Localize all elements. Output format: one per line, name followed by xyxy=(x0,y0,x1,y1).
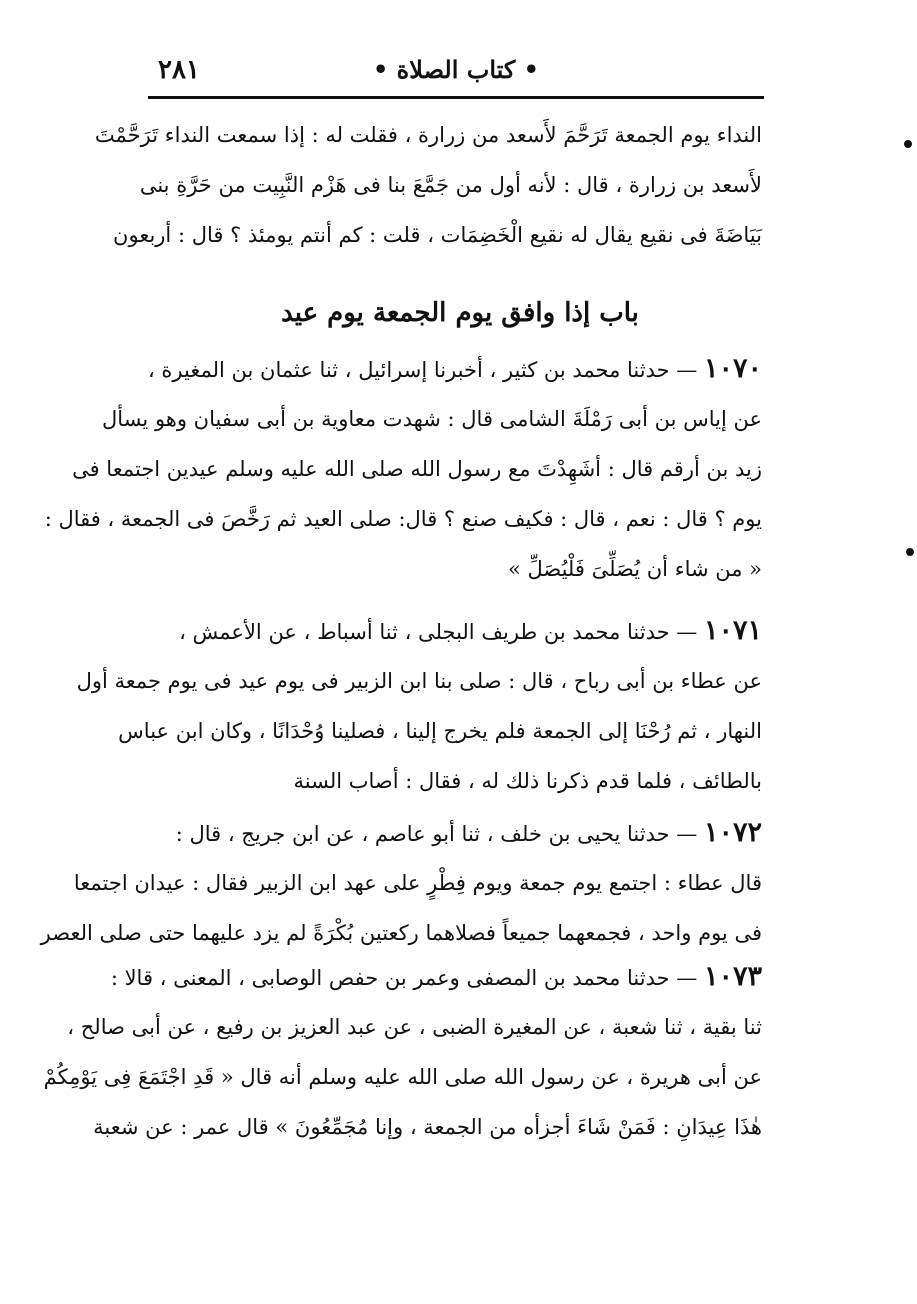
hadith-number: ١٠٧١ xyxy=(703,615,762,646)
text-line: فى يوم واحد ، فجمعهما جميعاً فصلاهما ركعتين بُكْرَةً لم يزد عليهما حتى صلى العصر xyxy=(40,921,762,945)
hadith-number: ١٠٧٣ xyxy=(703,961,762,992)
text-line: « من شاء أن يُصَلِّىَ فَلْيُصَلِّ » xyxy=(507,557,762,581)
hadith-line-text: — حدثنا يحيى بن خلف ، ثنا أبو عاصم ، عن ابن جريج ، قال : xyxy=(175,822,698,846)
text-line: هٰذَا عِيدَانِ : فَمَنْ شَاءَ أجزأه من الجمعة ، وإنا مُجَمِّعُونَ » قال عمر : عن شعبة xyxy=(93,1115,762,1139)
text-line: بَيَاضَةَ فى نقيع يقال له نقيع الْخَضِمَات ، قلت : كم أنتم يومئذ ؟ قال : أربعون xyxy=(113,223,762,247)
text-line: النهار ، ثم رُحْنَا إلى الجمعة فلم يخرج إلينا ، فصلينا وُحْدَانًا ، وكان ابن عباس xyxy=(118,719,762,743)
text-line: النداء يوم الجمعة تَرَحَّمَ لأَسعد من زرارة ، فقلت له : إذا سمعت النداء تَرَحَّمْتَ xyxy=(94,123,762,147)
hadith-1070 xyxy=(44,344,762,594)
text-line: زيد بن أرقم قال : أشَهِدْتَ مع رسول الله صلى الله عليه وسلم عيدين اجتمعا فى xyxy=(72,457,762,481)
text-line xyxy=(158,808,762,858)
text-line xyxy=(110,952,762,1002)
text-line xyxy=(147,344,762,394)
text-line: يوم ؟ قال : نعم ، قال : فكيف صنع ؟ قال: صلى العيد ثم رَخَّصَ فى الجمعة ، فقال : xyxy=(44,507,762,531)
page-number: ٢٨١ xyxy=(158,55,200,85)
text-line: قال عطاء : اجتمع يوم جمعة ويوم فِطْرٍ على عهد ابن الزبير فقال : عيدان اجتمعا xyxy=(73,871,762,895)
hadith-line-text: — حدثنا محمد بن طريف البجلى ، ثنا أسباط ، عن الأعمش ، xyxy=(179,620,698,644)
hadith-1073 xyxy=(43,952,762,1152)
hadith-number: ١٠٧٢ xyxy=(703,817,762,848)
margin-mark xyxy=(906,548,914,556)
hadith-1072 xyxy=(40,808,762,958)
text-line: عن إياس بن أبى رَمْلَةَ الشامى قال : شهدت معاوية بن أبى سفيان وهو يسأل xyxy=(102,407,762,431)
chapter-heading: باب إذا وافق يوم الجمعة يوم عيد xyxy=(281,298,639,328)
running-header xyxy=(148,50,764,90)
text-line: عن أبى هريرة ، عن رسول الله صلى الله عليه وسلم أنه قال « قَدِ اجْتَمَعَ فِى يَوْمِكُمْ xyxy=(43,1065,762,1089)
text-line: عن عطاء بن أبى رباح ، قال : صلى بنا ابن الزبير فى يوم عيد فى يوم جمعة أول xyxy=(76,669,762,693)
hadith-number: ١٠٧٠ xyxy=(703,353,762,384)
text-line: بالطائف ، فلما قدم ذكرنا ذلك له ، فقال : أصاب السنة xyxy=(293,769,762,793)
hadith-line-text: — حدثنا محمد بن المصفى وعمر بن حفص الوصابى ، المعنى ، قالا : xyxy=(110,966,698,990)
text-line: ثنا بقية ، ثنا شعبة ، عن المغيرة الضبى ، عن عبد العزيز بن رفيع ، عن أبى صالح ، xyxy=(67,1015,762,1039)
hadith-1071 xyxy=(76,606,762,806)
intro-paragraph xyxy=(94,110,762,260)
text-line xyxy=(158,606,762,656)
hadith-line-text: — حدثنا محمد بن كثير ، أخبرنا إسرائيل ، ثنا عثمان بن المغيرة ، xyxy=(147,358,698,382)
running-title: • كتاب الصلاة • xyxy=(372,55,539,84)
header-rule xyxy=(148,96,764,99)
text-line: لأَسعد بن زرارة ، قال : لأنه أول من جَمَّعَ بنا فى هَزْم النَّبِيت من حَرَّةِ بنى xyxy=(139,173,762,197)
margin-mark xyxy=(904,140,912,148)
